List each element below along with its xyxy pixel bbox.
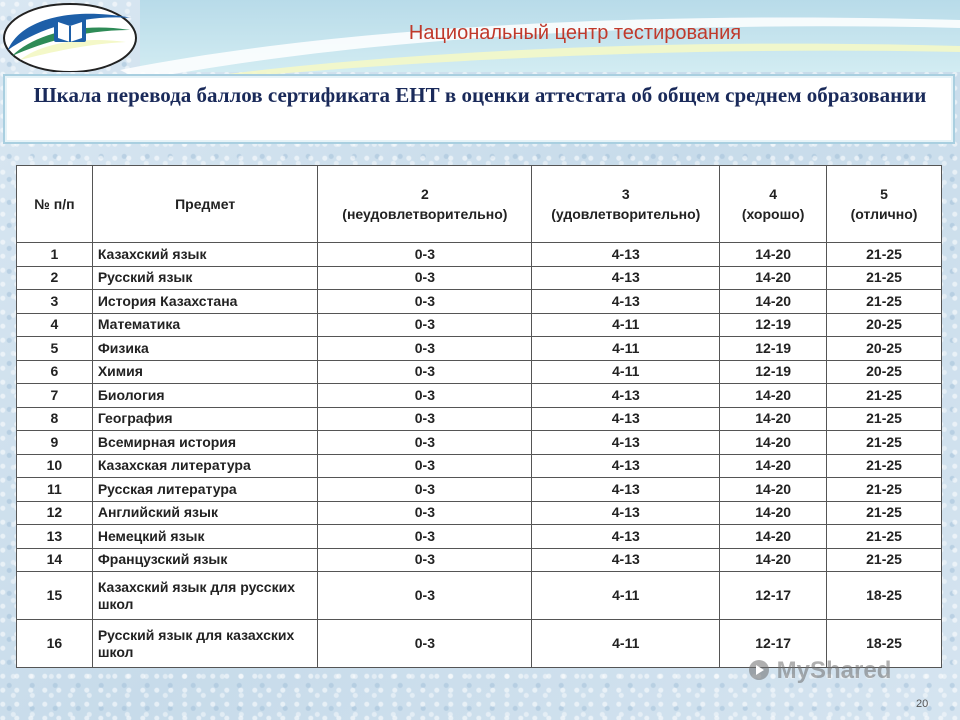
row-subject: Русский язык для казахских школ (92, 620, 318, 668)
header-num: № п/п (17, 166, 93, 243)
row-subject: Химия (92, 360, 318, 384)
row-grade-3: 4-13 (532, 478, 720, 502)
row-number: 3 (17, 290, 93, 314)
row-grade-2: 0-3 (318, 620, 532, 668)
header-grade-2 (318, 166, 532, 243)
table-row (17, 478, 942, 502)
grade-4-number: 4 (769, 186, 778, 202)
row-grade-3: 4-13 (532, 290, 720, 314)
row-grade-2: 0-3 (318, 290, 532, 314)
row-subject: Казахский язык для русских школ (92, 572, 318, 620)
org-name: Национальный центр тестирования (408, 22, 742, 44)
row-grade-3: 4-13 (532, 431, 720, 455)
table-row (17, 337, 942, 361)
row-grade-5: 20-25 (827, 337, 942, 361)
row-grade-2: 0-3 (318, 243, 532, 267)
row-grade-5: 21-25 (827, 454, 942, 478)
page-number: 20 (916, 698, 929, 710)
row-grade-5: 18-25 (827, 620, 942, 668)
table-row (17, 407, 942, 431)
table-row (17, 384, 942, 408)
row-grade-3: 4-13 (532, 454, 720, 478)
row-grade-2: 0-3 (318, 360, 532, 384)
row-number: 14 (17, 548, 93, 572)
row-grade-3: 4-13 (532, 501, 720, 525)
row-subject: Физика (92, 337, 318, 361)
row-grade-5: 21-25 (827, 478, 942, 502)
row-grade-4: 14-20 (720, 431, 827, 455)
row-subject: Английский язык (92, 501, 318, 525)
table-row (17, 243, 942, 267)
row-number: 9 (17, 431, 93, 455)
row-grade-5: 21-25 (827, 243, 942, 267)
row-grade-2: 0-3 (318, 384, 532, 408)
row-subject: Русская литература (92, 478, 318, 502)
header-grade-4 (720, 166, 827, 243)
row-number: 13 (17, 525, 93, 549)
row-grade-5: 20-25 (827, 313, 942, 337)
row-number: 7 (17, 384, 93, 408)
table-row (17, 290, 942, 314)
table-body (17, 243, 942, 668)
row-number: 1 (17, 243, 93, 267)
watermark-text: MyShared (776, 657, 892, 684)
page-title: Шкала перевода баллов сертификата ЕНТ в оценки аттестата об общем среднем образовании (33, 83, 927, 107)
row-grade-5: 21-25 (827, 290, 942, 314)
row-grade-3: 4-13 (532, 384, 720, 408)
header-subject: Предмет (92, 166, 318, 243)
header-swoosh-icon (120, 10, 960, 80)
grade-5-label: (отлично) (850, 206, 918, 222)
table-row (17, 572, 942, 620)
row-grade-2: 0-3 (318, 478, 532, 502)
row-number: 11 (17, 478, 93, 502)
row-number: 8 (17, 407, 93, 431)
row-grade-4: 14-20 (720, 454, 827, 478)
row-subject: Французский язык (92, 548, 318, 572)
row-grade-2: 0-3 (318, 313, 532, 337)
grading-scale-table (16, 165, 942, 668)
row-grade-5: 21-25 (827, 266, 942, 290)
row-subject: Казахская литература (92, 454, 318, 478)
row-number: 6 (17, 360, 93, 384)
row-grade-2: 0-3 (318, 431, 532, 455)
table-row (17, 313, 942, 337)
row-grade-4: 14-20 (720, 290, 827, 314)
table-row (17, 454, 942, 478)
header-grade-3 (532, 166, 720, 243)
row-subject: Казахский язык (92, 243, 318, 267)
grade-4-label: (хорошо) (741, 206, 805, 222)
row-grade-2: 0-3 (318, 572, 532, 620)
grade-3-label: (удовлетворительно) (551, 206, 701, 222)
row-grade-3: 4-13 (532, 266, 720, 290)
row-subject: География (92, 407, 318, 431)
row-grade-2: 0-3 (318, 407, 532, 431)
grade-2-number: 2 (420, 186, 429, 202)
row-subject: Русский язык (92, 266, 318, 290)
table-row (17, 548, 942, 572)
grade-2-label: (неудовлетворительно) (342, 206, 508, 222)
row-grade-4: 14-20 (720, 407, 827, 431)
row-grade-5: 21-25 (827, 384, 942, 408)
row-grade-4: 14-20 (720, 548, 827, 572)
row-number: 5 (17, 337, 93, 361)
table-row (17, 266, 942, 290)
row-subject: История Казахстана (92, 290, 318, 314)
book-logo-icon (0, 0, 140, 72)
grade-5-number: 5 (880, 186, 888, 202)
table-row (17, 431, 942, 455)
row-grade-5: 21-25 (827, 407, 942, 431)
row-grade-5: 21-25 (827, 525, 942, 549)
row-grade-4: 14-20 (720, 525, 827, 549)
row-grade-3: 4-13 (532, 525, 720, 549)
row-grade-5: 21-25 (827, 501, 942, 525)
row-number: 16 (17, 620, 93, 668)
table-row (17, 525, 942, 549)
row-grade-4: 14-20 (720, 501, 827, 525)
row-subject: Немецкий язык (92, 525, 318, 549)
table-row (17, 501, 942, 525)
row-grade-4: 12-19 (720, 337, 827, 361)
row-grade-4: 12-19 (720, 313, 827, 337)
table-header-row (17, 166, 942, 243)
row-grade-4: 12-19 (720, 360, 827, 384)
row-grade-4: 14-20 (720, 243, 827, 267)
table-row (17, 360, 942, 384)
row-grade-5: 21-25 (827, 431, 942, 455)
title-box (3, 74, 955, 144)
row-grade-3: 4-13 (532, 548, 720, 572)
row-grade-4: 12-17 (720, 620, 827, 668)
row-grade-4: 14-20 (720, 266, 827, 290)
row-subject: Биология (92, 384, 318, 408)
watermark (748, 657, 891, 685)
row-grade-3: 4-13 (532, 407, 720, 431)
row-number: 2 (17, 266, 93, 290)
row-grade-5: 18-25 (827, 572, 942, 620)
header (0, 0, 960, 72)
row-grade-3: 4-11 (532, 572, 720, 620)
row-grade-2: 0-3 (318, 454, 532, 478)
play-icon (748, 659, 770, 681)
row-grade-4: 14-20 (720, 384, 827, 408)
row-subject: Математика (92, 313, 318, 337)
row-number: 15 (17, 572, 93, 620)
header-grade-5 (827, 166, 942, 243)
row-grade-2: 0-3 (318, 548, 532, 572)
row-grade-2: 0-3 (318, 525, 532, 549)
row-grade-5: 20-25 (827, 360, 942, 384)
row-number: 12 (17, 501, 93, 525)
row-subject: Всемирная история (92, 431, 318, 455)
row-number: 4 (17, 313, 93, 337)
row-grade-4: 14-20 (720, 478, 827, 502)
row-grade-4: 12-17 (720, 572, 827, 620)
row-number: 10 (17, 454, 93, 478)
row-grade-2: 0-3 (318, 337, 532, 361)
row-grade-3: 4-11 (532, 620, 720, 668)
row-grade-3: 4-11 (532, 313, 720, 337)
grade-3-number: 3 (621, 186, 630, 202)
row-grade-3: 4-11 (532, 337, 720, 361)
row-grade-3: 4-13 (532, 243, 720, 267)
row-grade-3: 4-11 (532, 360, 720, 384)
row-grade-5: 21-25 (827, 548, 942, 572)
row-grade-2: 0-3 (318, 501, 532, 525)
row-grade-2: 0-3 (318, 266, 532, 290)
